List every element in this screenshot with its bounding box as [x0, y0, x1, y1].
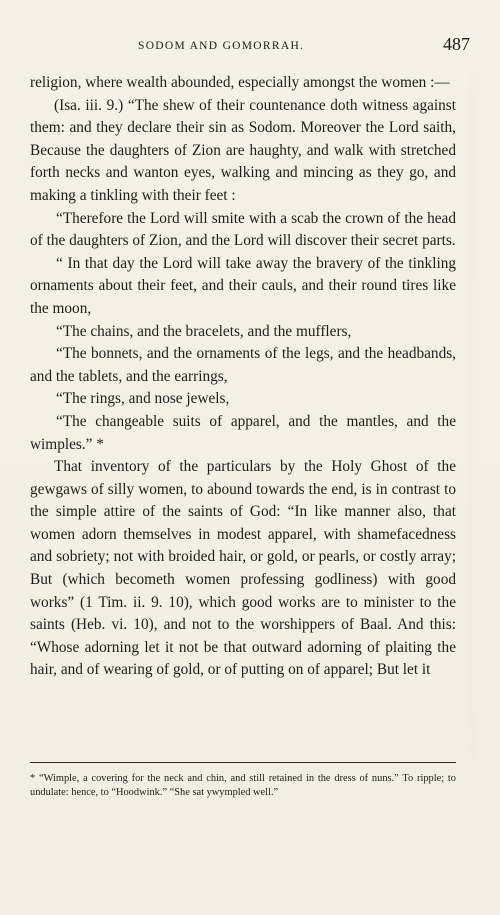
paragraph-1: religion, where wealth abounded, especially amongst the women :—	[30, 74, 450, 91]
paragraph-5: “The chains, and the bracelets, and the mufflers,	[56, 322, 352, 340]
running-head: SODOM AND GOMORRAH.	[138, 40, 305, 52]
paragraph-9: That inventory of the particulars by the Holy Ghost of the gewgaws of silly women, to abound towards the end, is in contrast to the simple attire of the saints of God: “In like manner also, that women adorn themselves in modest apparel, with shamefacedness and sobriety; not with broided hair, or gold, or pearls, or costly array; But (which becometh women professing godliness) with good works” (1 Tim. ii. 9. 10), which good works are to minister to the saints (Heb. vi. 10), and not to the worshippers of Baal. And this: “Whose adorning let it not be that outward adorning of plaiting the hair, and of wearing of gold, or of putting on of apparel; But let it	[30, 458, 456, 679]
show-through-bleed	[464, 72, 482, 762]
page-header	[30, 36, 470, 60]
footnote-divider	[30, 762, 456, 763]
paragraph-7: “The rings, and nose jewels,	[56, 390, 230, 408]
page-number: 487	[443, 34, 470, 54]
paragraph-4: “ In that day the Lord will take away the bravery of the tinkling ornaments about their feet, and their cauls, and their round tires like the moon,	[30, 254, 456, 317]
footnote-text: * “Wimple, a covering for the neck and chin, and still retained in the dress of nuns.” To ripple; to undulate: hence, to “Hoodwink.” “She sat ywympled well.”	[30, 773, 456, 799]
paragraph-8: “The changeable suits of apparel, and the mantles, and the wimples.” *	[30, 412, 456, 453]
main-text	[30, 72, 456, 682]
paragraph-3: “Therefore the Lord will smite with a scab the crown of the head of the daughters of Zion, and the Lord will discover their secret parts.	[30, 209, 456, 250]
paragraph-2: (Isa. iii. 9.) “The shew of their countenance doth witness against them: and they declare their sin as Sodom. Moreover the Lord saith, Because the daughters of Zion are haughty, and walk with stretched forth necks and wanton eyes, walking and mincing as they go, and making a tinkling with their feet :	[30, 96, 456, 204]
footnote	[30, 772, 456, 800]
paragraph-6: “The bonnets, and the ornaments of the legs, and the headbands, and the tablets, and the earrings,	[30, 345, 456, 385]
